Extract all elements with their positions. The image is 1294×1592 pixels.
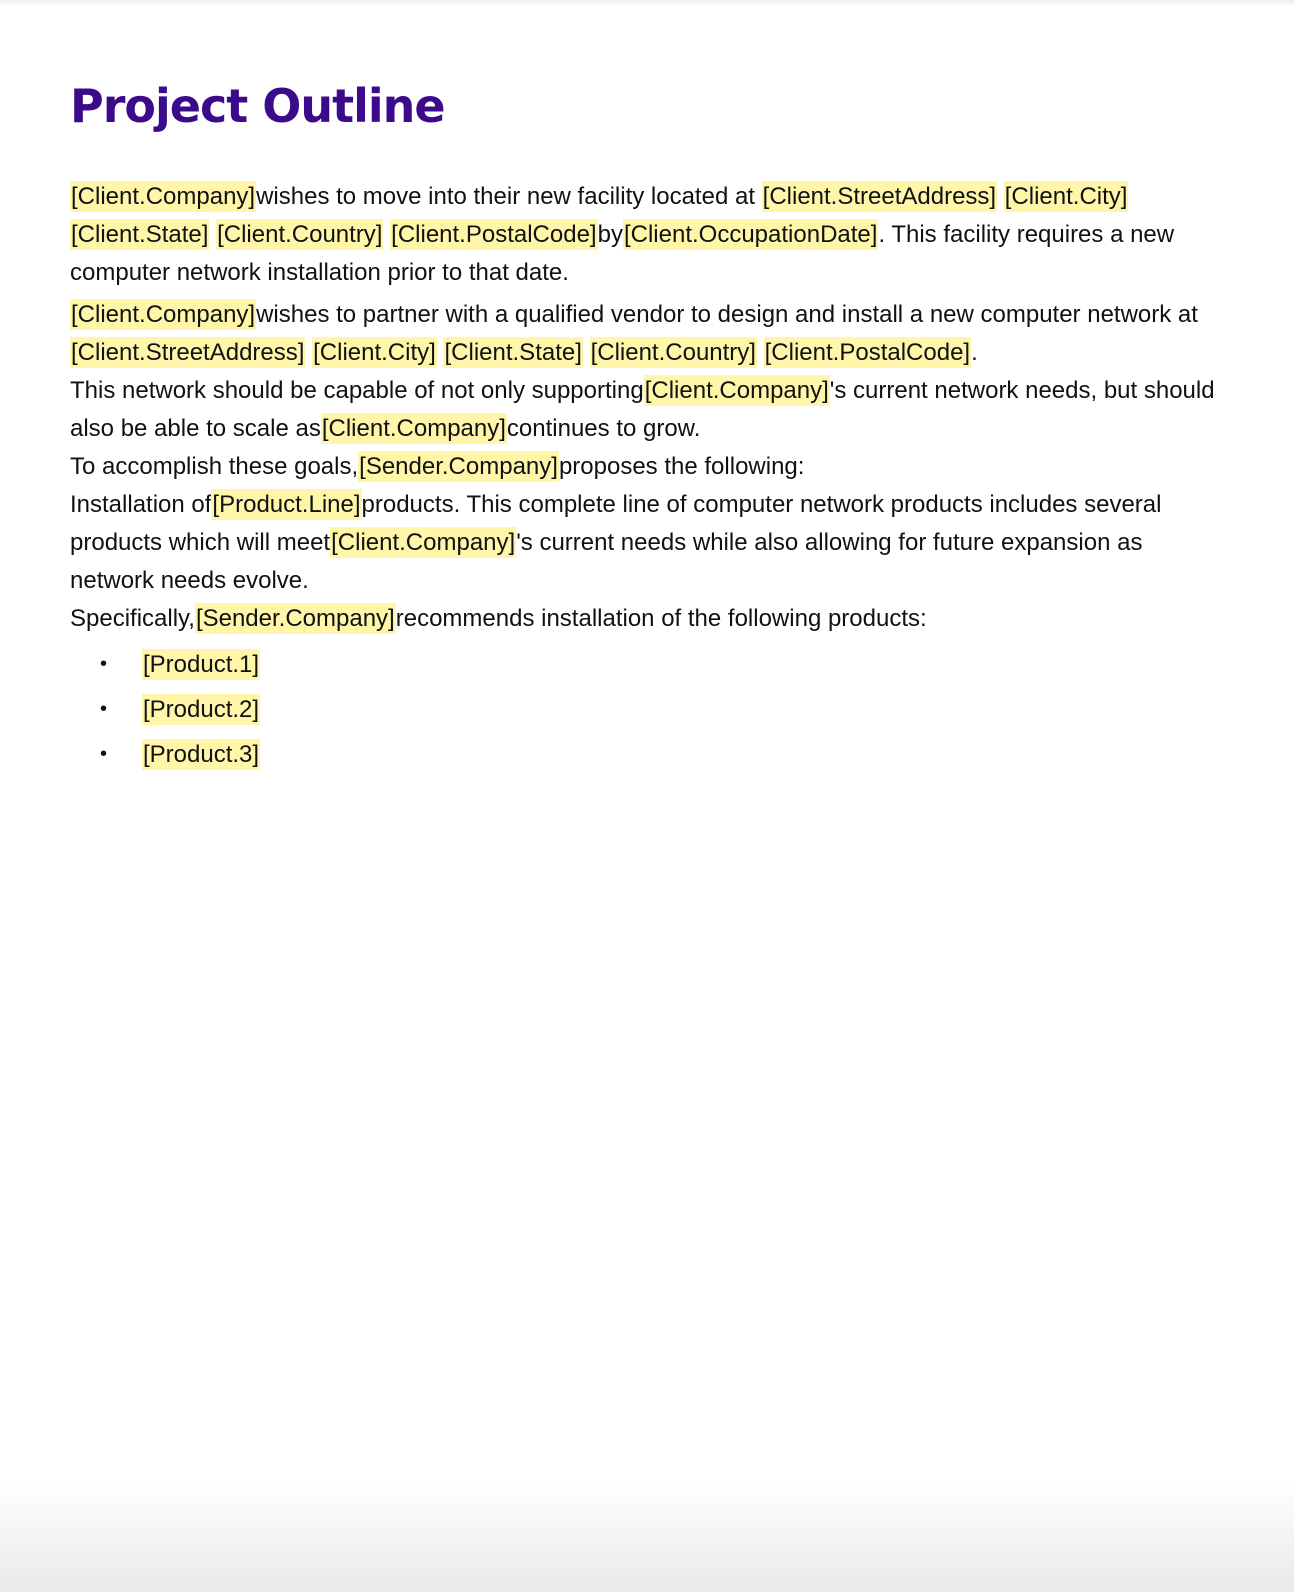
list-item	[70, 732, 1220, 777]
paragraph-vendor-partner	[70, 296, 1220, 448]
placeholder-client-street-address: [Client.StreetAddress]	[71, 339, 305, 366]
text-segment: by	[597, 221, 623, 248]
product-list	[70, 642, 1220, 777]
placeholder-sender-company: [Sender.Company]	[195, 605, 395, 632]
text-space	[757, 339, 764, 366]
placeholder-product: [Product.2]	[143, 696, 260, 723]
placeholder-client-postal-code: [Client.PostalCode]	[764, 339, 971, 366]
text-segment: recommends installation of the following products:	[395, 605, 927, 632]
placeholder-product: [Product.3]	[143, 741, 260, 768]
placeholder-sender-company: [Sender.Company]	[359, 453, 558, 480]
text-segment: wishes to partner with a qualified vendor to design and install a new computer network at	[256, 301, 1198, 328]
placeholder-client-city: [Client.City]	[1004, 183, 1128, 210]
page-bottom-edge	[0, 1482, 1294, 1592]
text-segment: 's current needs while also allowing for future expansion as network needs evolve.	[70, 529, 1143, 594]
placeholder-client-company: [Client.Company]	[71, 301, 256, 328]
text-space	[583, 339, 590, 366]
text-segment: This network should be capable of not only supporting	[70, 377, 644, 404]
text-segment: . This facility requires a new computer network installation prior to that date.	[70, 221, 1175, 286]
page-top-edge	[0, 0, 1294, 6]
placeholder-client-company: [Client.Company]	[321, 415, 506, 442]
text-segment: products. This complete line of computer network products includes several products which will meet	[70, 491, 1162, 556]
paragraph-facility-move	[70, 178, 1220, 292]
bullet-icon: •	[100, 653, 108, 675]
text-segment: proposes the following:	[558, 453, 805, 480]
placeholder-client-occupation-date: [Client.OccupationDate]	[623, 221, 878, 248]
placeholder-client-country: [Client.Country]	[217, 221, 383, 248]
placeholder-client-city: [Client.City]	[313, 339, 436, 366]
text-segment: To accomplish these goals,	[70, 453, 359, 480]
text-segment: Specifically,	[70, 605, 195, 632]
text-space	[997, 183, 1004, 210]
paragraph-installation	[70, 486, 1220, 600]
text-segment: continues to grow.	[506, 415, 701, 442]
text-segment: Installation of	[70, 491, 212, 518]
paragraph-recommendation	[70, 600, 1220, 638]
placeholder-client-company: [Client.Company]	[71, 183, 256, 210]
bullet-icon: •	[100, 698, 108, 720]
text-segment: wishes to move into their new facility located at	[256, 183, 762, 210]
placeholder-product-line: [Product.Line]	[212, 491, 361, 518]
placeholder-client-country: [Client.Country]	[590, 339, 756, 366]
placeholder-client-state: [Client.State]	[71, 221, 209, 248]
text-segment: .	[971, 339, 978, 366]
bullet-icon: •	[100, 743, 108, 765]
document-page	[70, 72, 1220, 777]
placeholder-client-company: [Client.Company]	[331, 529, 516, 556]
list-item	[70, 642, 1220, 687]
placeholder-client-company: [Client.Company]	[644, 377, 829, 404]
document-title: Project Outline	[70, 79, 445, 133]
placeholder-client-state: [Client.State]	[444, 339, 582, 366]
placeholder-product: [Product.1]	[143, 651, 260, 678]
placeholder-client-postal-code: [Client.PostalCode]	[391, 221, 597, 248]
text-segment: 's current network needs, but should also be able to scale as	[70, 377, 1215, 442]
paragraph-goals	[70, 448, 1220, 486]
list-item	[70, 687, 1220, 732]
placeholder-client-street-address: [Client.StreetAddress]	[762, 183, 997, 210]
